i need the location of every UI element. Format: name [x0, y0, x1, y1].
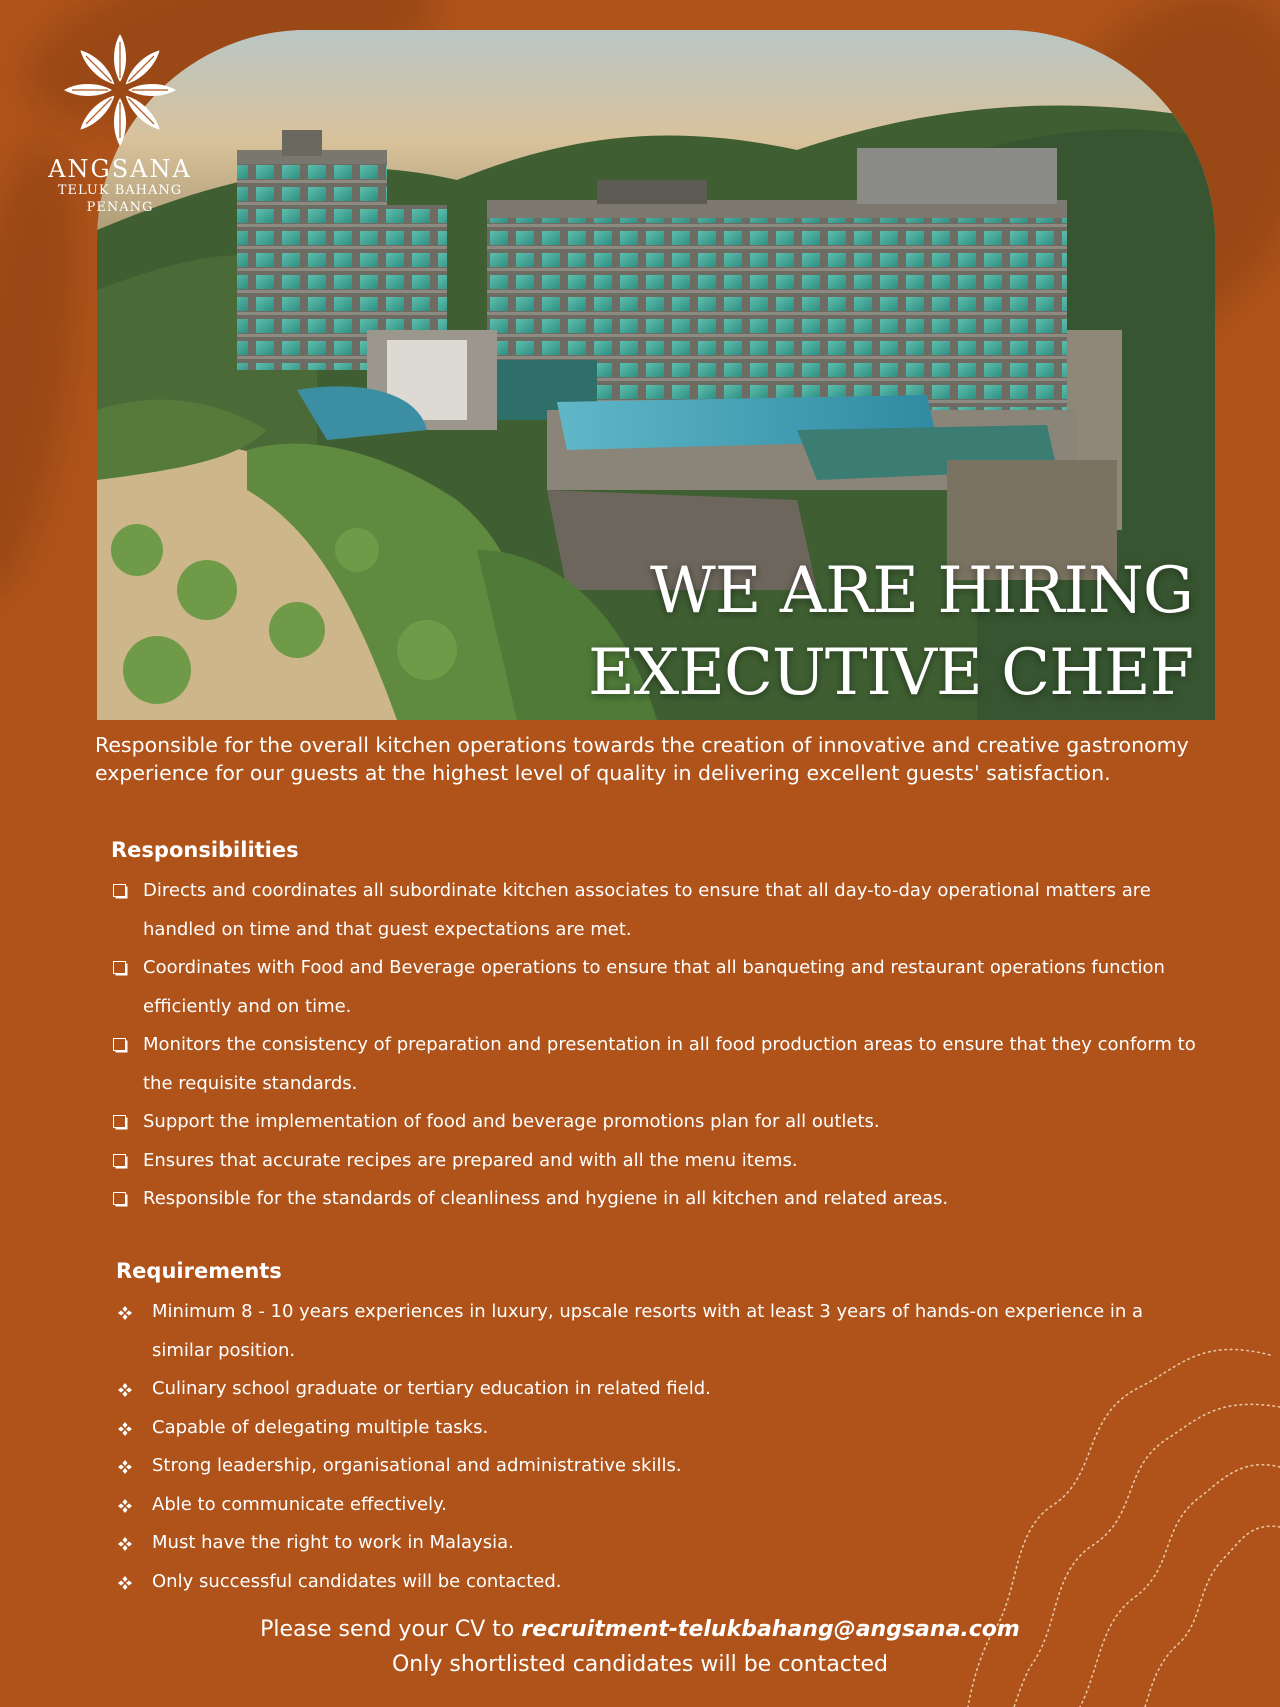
list-item — [116, 1447, 1201, 1486]
responsibilities-heading: Responsibilities — [111, 838, 299, 862]
diamond-bullet-icon — [118, 1422, 132, 1436]
checkbox-bullet-icon — [113, 1154, 126, 1167]
list-item — [113, 949, 1198, 1026]
list-item — [116, 1409, 1201, 1448]
diamond-bullet-icon — [118, 1537, 132, 1551]
checkbox-bullet-icon — [113, 961, 126, 974]
diamond-bullet-icon — [118, 1499, 132, 1513]
list-item-text: Only successful candidates will be contacted. — [152, 1570, 562, 1592]
diamond-bullet-icon — [118, 1460, 132, 1474]
brand-name: ANGSANA — [48, 155, 192, 183]
diamond-bullet-icon — [118, 1576, 132, 1590]
list-item-text: Minimum 8 - 10 years experiences in luxury, upscale resorts with at least 3 years of hands-on experience in a similar position. — [152, 1301, 1144, 1361]
list-item-text: Coordinates with Food and Beverage operations to ensure that all banqueting and restaurant operations function efficiently and on time. — [143, 957, 1165, 1017]
lotus-star-icon — [55, 30, 185, 150]
list-item-text: Monitors the consistency of preparation and presentation in all food production areas to ensure that they conform to the requisite standards. — [143, 1034, 1196, 1094]
list-item — [113, 1103, 1198, 1142]
brand-logo — [46, 30, 194, 216]
requirements-heading: Requirements — [116, 1259, 282, 1283]
recruitment-email-link[interactable]: recruitment-telukbahang@angsana.com — [521, 1617, 1020, 1642]
checkbox-bullet-icon — [113, 884, 126, 897]
diamond-bullet-icon — [118, 1383, 132, 1397]
shortlist-note: Only shortlisted candidates will be contacted — [391, 1652, 889, 1677]
checkbox-bullet-icon — [113, 1192, 126, 1205]
hero-title-line2: EXECUTIVE CHEF — [587, 636, 1193, 710]
brand-location-line1: TELUK BAHANG — [57, 183, 183, 198]
job-summary: Responsible for the overall kitchen operations towards the creation of innovative and creative gastronomy experience for our guests at the highest level of quality in delivering excellent guests' satisfaction. — [95, 733, 1189, 785]
list-item-text: Capable of delegating multiple tasks. — [152, 1416, 489, 1438]
checkbox-bullet-icon — [113, 1115, 126, 1128]
list-item-text: Able to communicate effectively. — [152, 1493, 447, 1515]
diamond-bullet-icon — [118, 1306, 132, 1320]
list-item-text: Ensures that accurate recipes are prepared and with all the menu items. — [143, 1149, 798, 1171]
hero-image — [97, 30, 1215, 720]
list-item — [116, 1524, 1201, 1563]
cv-instruction — [0, 1613, 1280, 1647]
list-item-text: Responsible for the standards of cleanliness and hygiene in all kitchen and related areas. — [143, 1188, 949, 1209]
list-item-text: Must have the right to work in Malaysia. — [152, 1532, 514, 1553]
list-item — [113, 1180, 1198, 1219]
list-item-text: Directs and coordinates all subordinate kitchen associates to ensure that all day-to-day operational matters are handled on time and that guest expectations are met. — [143, 880, 1151, 940]
list-item — [113, 1026, 1198, 1103]
list-item — [116, 1563, 1201, 1602]
list-item-text: Support the implementation of food and beverage promotions plan for all outlets. — [143, 1111, 880, 1132]
hero-title — [588, 550, 1193, 714]
list-item — [116, 1370, 1201, 1409]
list-item — [113, 1142, 1198, 1181]
cv-prefix: Please send your CV to — [260, 1617, 515, 1642]
list-item-text: Strong leadership, organisational and administrative skills. — [152, 1455, 682, 1476]
checkbox-bullet-icon — [113, 1038, 126, 1051]
list-item-text: Culinary school graduate or tertiary education in related field. — [152, 1378, 711, 1399]
responsibilities-list — [113, 872, 1198, 1219]
hero-title-line1: WE ARE HIRING — [650, 554, 1193, 628]
list-item — [113, 872, 1198, 949]
brand-location-line2: PENANG — [86, 200, 154, 215]
requirements-list — [116, 1293, 1201, 1601]
list-item — [116, 1486, 1201, 1525]
list-item — [116, 1293, 1201, 1370]
